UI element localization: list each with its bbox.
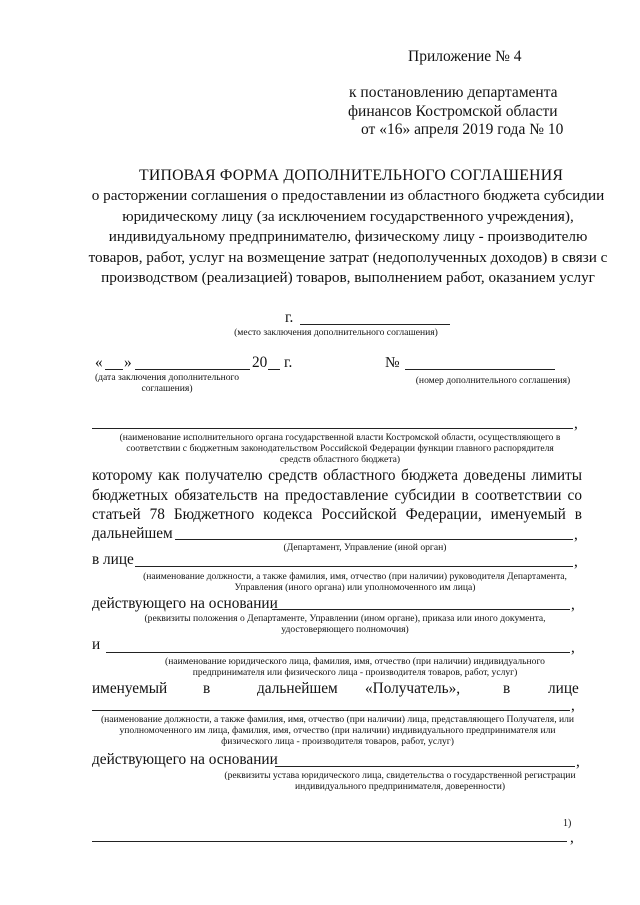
executor-caption: (наименование исполнительного органа государственной власти Костромской области, осуществляющего в соответствии с бюджетным законодательством Российской Федерации функции главного распорядителя средств областного бюджета): [119, 432, 561, 465]
document-subtitle: о расторжении соглашения о предоставлении из областного бюджета субсидии юридическому лицу (за исключением государственного учреждения), индивидуальному предпринимателю, физическому лицу - производителю товаров, работ, услуг на возмещение затрат (недополученных доходов) в связи с производством (реализацией) товаров, выполнением работ, оказанием услуг: [88, 187, 608, 286]
comma: ,: [574, 526, 578, 543]
acting-basis-label: действующего на основании: [92, 595, 278, 612]
executor-field: [92, 428, 573, 429]
document-title: ТИПОВАЯ ФОРМА ДОПОЛНИТЕЛЬНОГО СОГЛАШЕНИЯ: [139, 167, 564, 184]
date-month-field: [135, 369, 250, 370]
and-label: и: [92, 636, 101, 653]
named-word-5: в: [503, 680, 511, 697]
date-close-quote: »: [124, 354, 132, 371]
place-field: [300, 324, 450, 325]
comma: ,: [571, 596, 575, 613]
comma: ,: [576, 753, 580, 770]
date-year-field: [268, 369, 280, 370]
comma: ,: [570, 829, 574, 846]
date-year-suffix: г.: [284, 354, 293, 371]
recipient-field: [106, 652, 570, 653]
comma: ,: [574, 553, 578, 570]
named-word-2: в: [203, 680, 211, 697]
paragraph-line-2: бюджетных обязательств на предоставление субсидии в соответствии со: [92, 487, 582, 504]
comma: ,: [571, 697, 575, 714]
in-person-caption: (наименование должности, а также фамилия, имя, отчество (при наличии) руководителя Департамента, Управления (иного органа) или уполномоченного им лица): [143, 571, 567, 593]
number-caption: (номер дополнительного соглашения): [415, 375, 571, 386]
place-prefix: г.: [285, 309, 294, 326]
paragraph-line-1: которому как получателю средств областного бюджета доведены лимиты: [92, 467, 582, 484]
hereinafter-label: дальнейшем: [92, 525, 173, 542]
date-caption: (дата заключения дополнительного соглашения): [94, 372, 240, 394]
named-word-1: именуемый: [92, 680, 168, 697]
acting-basis-field: [272, 609, 570, 610]
paragraph-line-3: статьей 78 Бюджетного кодекса Российской Федерации, именуемый в: [92, 506, 582, 523]
department-field: [175, 539, 573, 540]
in-person-field: [135, 566, 573, 567]
named-word-4: «Получатель»,: [365, 680, 461, 697]
comma: ,: [571, 639, 575, 656]
charter-field: [275, 766, 575, 767]
named-word-6: лице: [548, 680, 579, 697]
header-line-3: от «16» апреля 2019 года № 10: [361, 121, 564, 138]
date-year-prefix: 20: [252, 354, 268, 371]
named-word-3: дальнейшем: [257, 680, 338, 697]
date-day-field: [105, 369, 123, 370]
appendix-number: Приложение № 4: [408, 48, 522, 65]
department-caption: (Департамент, Управление (иной орган): [283, 542, 447, 553]
comma: ,: [574, 415, 578, 432]
acting-basis-caption: (реквизиты положения о Департаменте, Управлении (ином органе), приказа или иного документа, удостоверяющего полномочия): [144, 613, 546, 635]
number-sign: №: [385, 354, 400, 371]
recipient-caption: (наименование юридического лица, фамилия, имя, отчество (при наличии) индивидуального предпринимателя или физического лица - производителя товаров, работ, услуг): [165, 656, 545, 678]
in-person-label: в лице: [92, 551, 134, 568]
agreement-number-field: [405, 369, 555, 370]
final-field: [92, 841, 567, 842]
recipient-person-caption: (наименование должности, а также фамилия, имя, отчество (при наличии) лица, представляющего Получателя, или уполномоченного им лица, фамилия, имя, отчество (при наличии) индивидуального предпринимателя или физического лица - производителя товаров, работ, услуг): [100, 714, 575, 747]
place-caption: (место заключения дополнительного соглашения): [234, 327, 438, 338]
header-line-1: к постановлению департамента: [349, 84, 558, 101]
date-open-quote: «: [95, 354, 103, 371]
footnote-mark: 1): [563, 818, 572, 829]
charter-caption: (реквизиты устава юридического лица, свидетельства о государственной регистрации индивидуального предпринимателя, доверенности): [224, 770, 576, 792]
header-line-2: финансов Костромской области: [348, 103, 558, 120]
acting-basis-2-label: действующего на основании: [92, 751, 278, 768]
recipient-person-field: [92, 710, 570, 711]
